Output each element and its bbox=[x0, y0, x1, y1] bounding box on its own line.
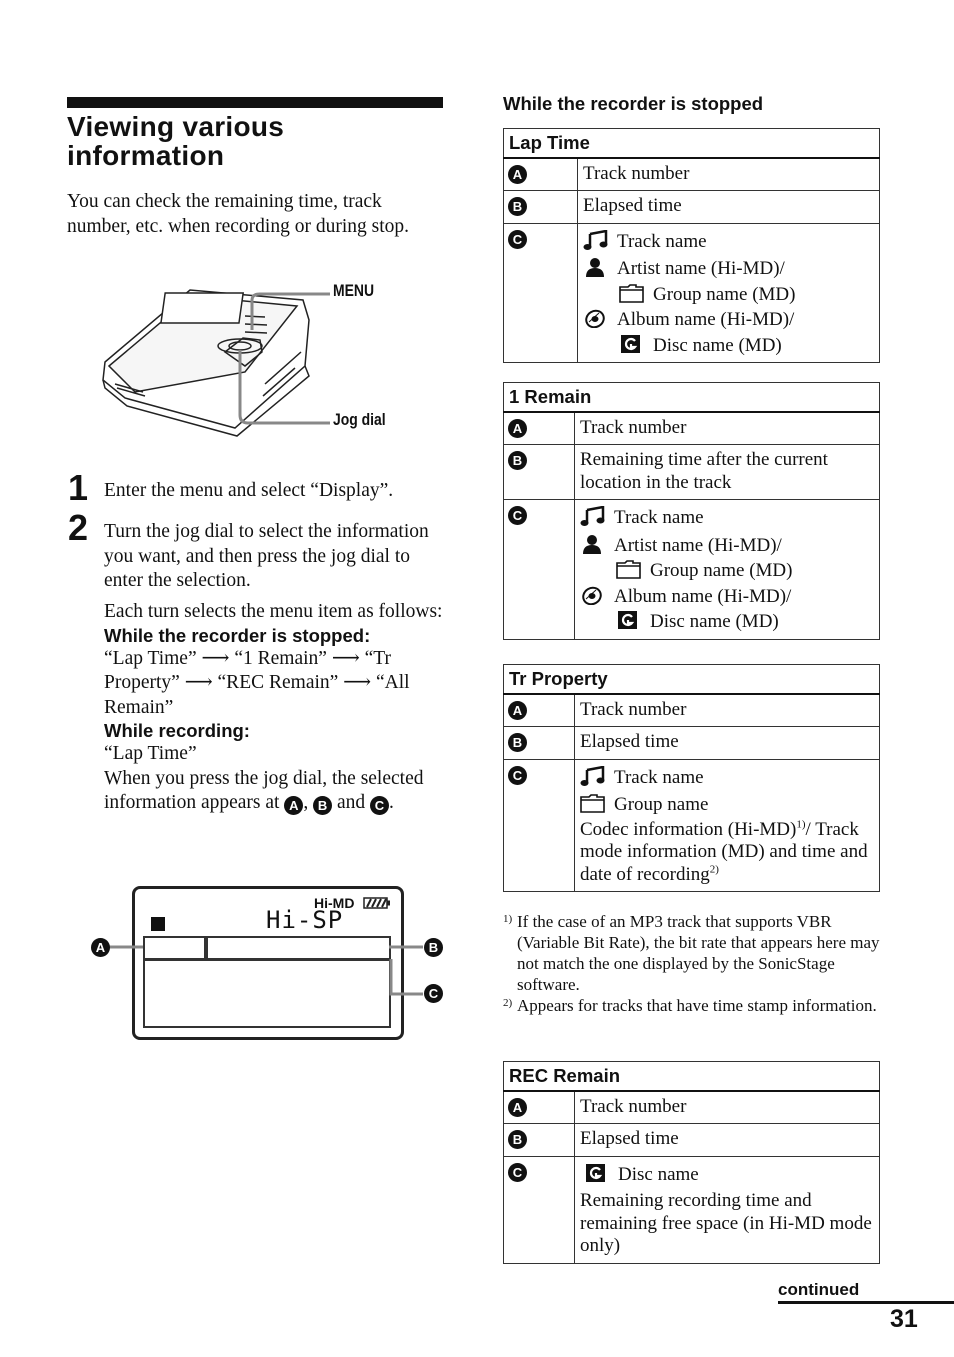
artist-person-icon bbox=[580, 534, 606, 554]
row-a-icon: A bbox=[508, 1098, 527, 1117]
page-number: 31 bbox=[890, 1305, 918, 1333]
folder-group-icon bbox=[580, 793, 606, 813]
lcd-brand: Hi-MD bbox=[314, 895, 355, 911]
row-c-icon: C bbox=[508, 506, 527, 525]
step-2-detail bbox=[104, 600, 449, 816]
seq-rec-remain: “REC Remain” bbox=[217, 672, 339, 693]
lap-time-a: Track number bbox=[578, 158, 880, 191]
footnotes bbox=[503, 911, 881, 1016]
disc-name-icon bbox=[619, 334, 645, 354]
step-2-number: 2 bbox=[68, 507, 89, 548]
stopped-sequence bbox=[104, 647, 449, 721]
rec-remain-header: REC Remain bbox=[504, 1062, 880, 1091]
seq-lap-time: “Lap Time” bbox=[104, 647, 197, 669]
circle-c-icon: C bbox=[370, 796, 389, 815]
lcd-callout-lines bbox=[90, 935, 450, 1005]
jog-dial-callout-label: Jog dial bbox=[333, 410, 386, 429]
row-c-icon: C bbox=[508, 230, 527, 249]
battery-icon bbox=[363, 897, 391, 909]
footer-rule bbox=[778, 1301, 954, 1304]
recording-sequence: “Lap Time” bbox=[104, 743, 197, 764]
tr-property-table bbox=[503, 664, 880, 892]
disc-name-icon bbox=[584, 1163, 610, 1183]
tr-property-b: Elapsed time bbox=[575, 727, 880, 760]
lap-time-c: Track name Artist name (Hi-MD)/ Group name (MD) Album name (Hi-MD)/ Disc name (MD) bbox=[578, 223, 880, 363]
lap-time-b: Elapsed time bbox=[578, 191, 880, 224]
row-a-icon: A bbox=[508, 701, 527, 720]
rec-remain-c: Disc name Remaining recording time and remaining free space (in Hi-MD mode only) bbox=[575, 1156, 880, 1263]
footnote-2: 2) Appears for tracks that have time stamp information. bbox=[503, 996, 877, 1015]
row-b-icon: B bbox=[508, 1130, 527, 1149]
tr-property-a: Track number bbox=[575, 694, 880, 727]
one-remain-b: Remaining time after the current location in the track bbox=[575, 445, 880, 500]
row-a-icon: A bbox=[508, 419, 527, 438]
lap-time-header: Lap Time bbox=[504, 129, 880, 158]
folder-group-icon bbox=[619, 283, 645, 303]
rec-remain-b: Elapsed time bbox=[575, 1124, 880, 1157]
tr-property-header: Tr Property bbox=[504, 665, 880, 694]
album-disc-icon bbox=[580, 585, 606, 605]
artist-person-icon bbox=[583, 257, 609, 277]
step-2-text: Turn the jog dial to select the information you want, and then press the jog dial to enter the selection. bbox=[104, 521, 429, 591]
row-b-icon: B bbox=[508, 733, 527, 752]
one-remain-a: Track number bbox=[575, 412, 880, 445]
one-remain-c: Track name Artist name (Hi-MD)/ Group name (MD) Album name (Hi-MD)/ Disc name (MD) bbox=[575, 500, 880, 640]
title-rule bbox=[67, 97, 443, 108]
stop-icon bbox=[151, 917, 165, 931]
intro-paragraph: You can check the remaining time, track number, etc. when recording or during stop. bbox=[67, 191, 410, 237]
recording-heading: While recording: bbox=[104, 720, 250, 741]
disc-name-icon bbox=[616, 610, 642, 630]
page-title-line2: information bbox=[67, 140, 225, 171]
press-text: When you press the jog dial, the selected information appears at A , B and C . bbox=[104, 767, 424, 813]
seq-all-remain: “All Remain” bbox=[104, 672, 410, 718]
row-a-icon: A bbox=[508, 165, 527, 184]
continued-label: continued bbox=[778, 1280, 860, 1299]
stopped-heading: While the recorder is stopped: bbox=[104, 624, 371, 646]
arrow-icon: ⟶ bbox=[184, 672, 213, 693]
callout-b-icon: B bbox=[424, 938, 443, 957]
arrow-icon: ⟶ bbox=[343, 672, 372, 693]
folder-group-icon bbox=[616, 559, 642, 579]
album-disc-icon bbox=[583, 308, 609, 328]
music-note-icon bbox=[580, 766, 606, 786]
row-c-icon: C bbox=[508, 1163, 527, 1182]
arrow-icon: ⟶ bbox=[331, 647, 360, 669]
menu-callout-label: MENU bbox=[333, 281, 375, 300]
row-b-icon: B bbox=[508, 451, 527, 470]
rec-remain-c-text: Remaining recording time and remaining free space (in Hi-MD mode only) bbox=[580, 1190, 872, 1256]
callout-a-icon: A bbox=[91, 938, 110, 957]
music-note-icon bbox=[583, 230, 609, 250]
step-1-text: Enter the menu and select “Display”. bbox=[104, 480, 394, 501]
rec-remain-table bbox=[503, 1061, 880, 1264]
section-heading: While the recorder is stopped bbox=[503, 93, 764, 114]
step-1-number: 1 bbox=[68, 467, 89, 508]
one-remain-table bbox=[503, 382, 880, 640]
circle-a-icon: A bbox=[284, 796, 303, 815]
one-remain-header: 1 Remain bbox=[504, 383, 880, 412]
seq-1-remain: “1 Remain” bbox=[234, 647, 327, 669]
rec-remain-a: Track number bbox=[575, 1091, 880, 1124]
row-b-icon: B bbox=[508, 197, 527, 216]
callout-c-icon: C bbox=[424, 984, 443, 1003]
footnote-1: 1) If the case of an MP3 track that supports VBR (Variable Bit Rate), the bit rate that appears here may not match the one displayed by the SonicStage software. bbox=[503, 912, 880, 994]
circle-b-icon: B bbox=[313, 796, 332, 815]
page-title bbox=[67, 112, 447, 170]
lap-time-table bbox=[503, 128, 880, 363]
arrow-icon: ⟶ bbox=[201, 647, 230, 669]
music-note-icon bbox=[580, 506, 606, 526]
row-c-icon: C bbox=[508, 766, 527, 785]
seq-tr-property: “Tr Property” bbox=[104, 647, 392, 693]
lcd-mode: Hi-SP bbox=[266, 906, 344, 934]
each-turn-text: Each turn selects the menu item as follows: bbox=[104, 601, 443, 622]
page-title-line1: Viewing various bbox=[67, 111, 285, 142]
tr-property-c: Track name Group name Codec information $(Hi-MD)^{1)}/$ Track mode information (MD) and time and date of recording$^{2)}$ bbox=[575, 759, 880, 892]
